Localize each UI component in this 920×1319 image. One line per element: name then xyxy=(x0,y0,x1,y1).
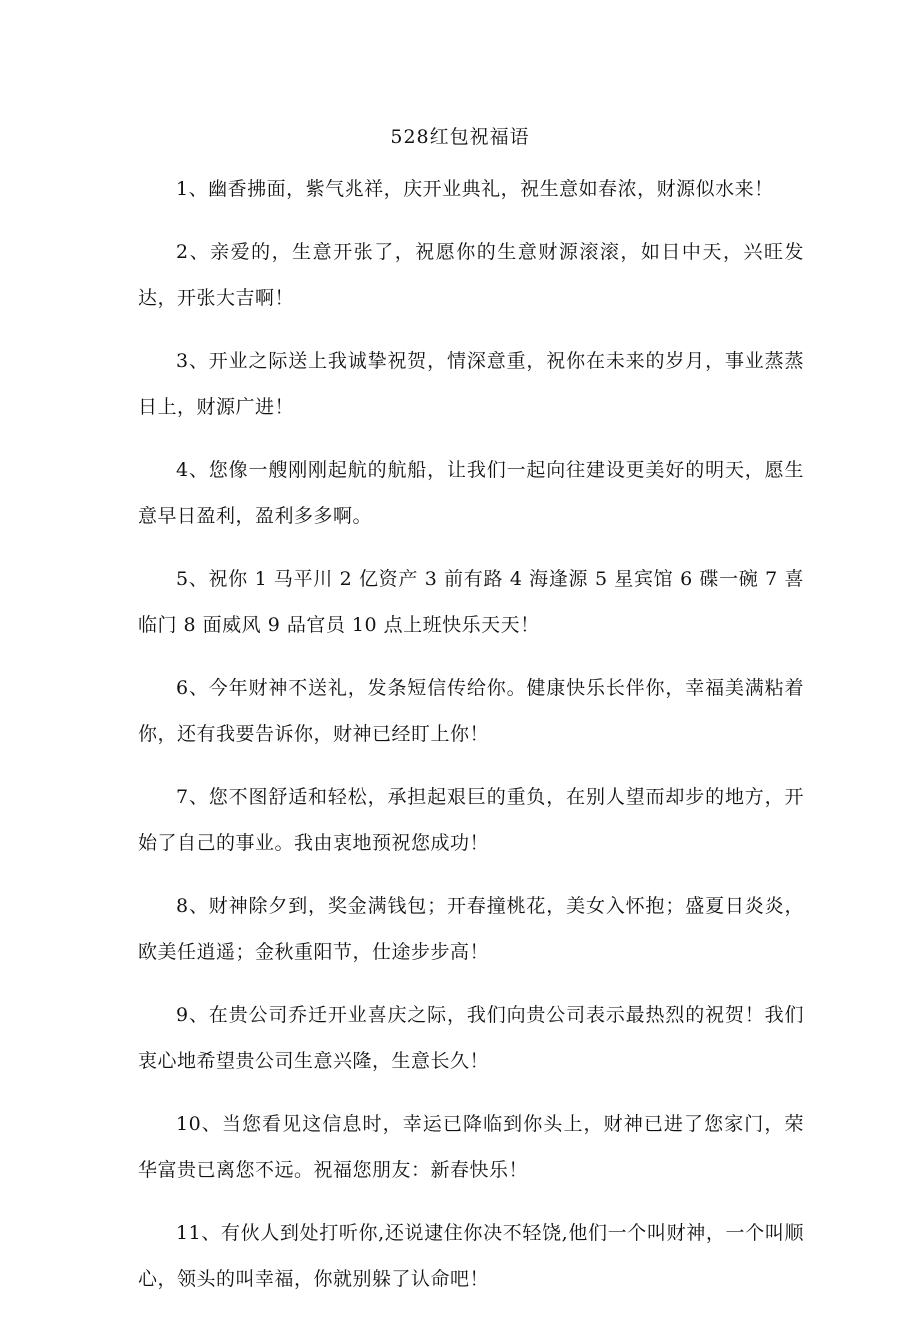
document-title: 528红包祝福语 xyxy=(390,126,530,148)
blessing-paragraph-3: 3、开业之际送上我诚挚祝贺，情深意重，祝你在未来的岁月，事业蒸蒸日上，财源广进！ xyxy=(138,350,804,418)
blessing-paragraph-10: 10、当您看见这信息时，幸运已降临到你头上，财神已进了您家门，荣华富贵已离您不远。祝福您朋友：新春快乐！ xyxy=(138,1113,804,1181)
blessing-paragraph-1: 1、幽香拂面，紫气兆祥，庆开业典礼，祝生意如春浓，财源似水来！ xyxy=(176,178,774,200)
blessing-paragraph-9: 9、在贵公司乔迁开业喜庆之际，我们向贵公司表示最热烈的祝贺！我们衷心地希望贵公司生意兴隆，生意长久！ xyxy=(138,1004,804,1072)
blessing-paragraph-4: 4、您像一艘刚刚起航的航船，让我们一起向往建设更美好的明天，愿生意早日盈利，盈利多多啊。 xyxy=(138,459,804,527)
blessing-paragraph-8: 8、财神除夕到，奖金满钱包；开春撞桃花，美女入怀抱；盛夏日炎炎，欧美任逍遥；金秋重阳节，仕途步步高！ xyxy=(138,895,804,963)
blessing-paragraph-7: 7、您不图舒适和轻松，承担起艰巨的重负，在别人望而却步的地方，开始了自己的事业。我由衷地预祝您成功！ xyxy=(138,786,804,854)
blessing-paragraph-2: 2、亲爱的，生意开张了，祝愿你的生意财源滚滚，如日中天，兴旺发达，开张大吉啊！ xyxy=(138,241,804,309)
blessing-paragraph-5: 5、祝你 1 马平川 2 亿资产 3 前有路 4 海逢源 5 星宾馆 6 碟一碗 7 喜临门 8 面威风 9 品官员 10 点上班快乐天天！ xyxy=(138,568,804,636)
document-body xyxy=(138,166,804,1319)
blessing-paragraph-11: 11、有伙人到处打听你,还说逮住你决不轻饶,他们一个叫财神，一个叫顺心，领头的叫幸福，你就别躲了认命吧！ xyxy=(138,1222,804,1290)
blessing-paragraph-6: 6、今年财神不送礼，发条短信传给你。健康快乐长伴你，幸福美满粘着你，还有我要告诉你，财神已经盯上你！ xyxy=(138,677,804,745)
